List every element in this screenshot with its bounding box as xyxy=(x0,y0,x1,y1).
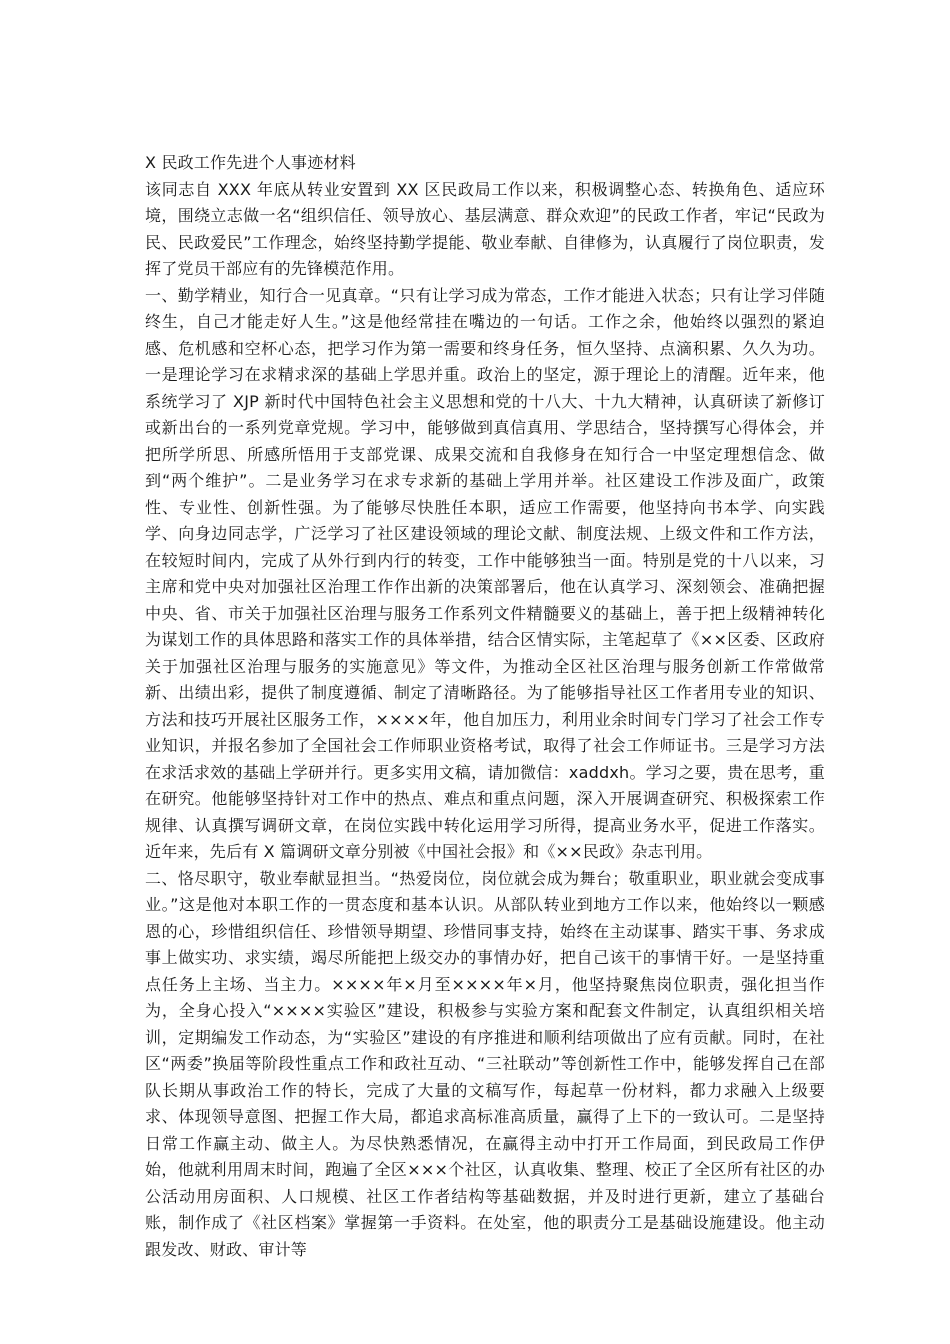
document-page xyxy=(145,150,825,1263)
document-title: X 民政工作先进个人事迹材料 xyxy=(145,153,356,172)
paragraph-intro: 该同志自 XXX 年底从转业安置到 XX 区民政局工作以来，积极调整心态、转换角色、适应环境，围绕立志做一名“组织信任、领导放心、基层满意、群众欢迎”的民政工作者，牢记“民政为民、民政爱民”工作理念，始终坚持勤学提能、敬业奉献、自律修为，认真履行了岗位职责，发挥了党员干部应有的先锋模范作用。 xyxy=(145,179,825,278)
paragraph-section-two: 二、恪尽职守，敬业奉献显担当。“热爱岗位，岗位就会成为舞台；敬重职业，职业就会变成事业。”这是他对本职工作的一贯态度和基本认识。从部队转业到地方工作以来，他始终以一颗感恩的心，珍惜组织信任、珍惜领导期望、珍惜同事支持，始终在主动谋事、踏实干事、务求成事上做实功、求实绩，竭尽所能把上级交办的事情办好，把自己该干的事情干好。一是坚持重点任务上主场、当主力。××××年×月至××××年×月，他坚持聚焦岗位职责，强化担当作为，全身心投入“××××实验区”建设，积极参与实验方案和配套文件制定，认真组织相关培训，定期编发工作动态，为“实验区”建设的有序推进和顺利结项做出了应有贡献。同时，在社区“两委”换届等阶段性重点工作和政社互动、“三社联动”等创新性工作中，能够发挥自己在部队长期从事政治工作的特长，完成了大量的文稿写作，每起草一份材料，都力求融入上级要求、体现领导意图、把握工作大局，都追求高标准高质量，赢得了上下的一致认可。二是坚持日常工作赢主动、做主人。为尽快熟悉情况，在赢得主动中打开工作局面，到民政局工作伊始，他就利用周末时间，跑遍了全区×××个社区，认真收集、整理、校正了全区所有社区的办公活动用房面积、人口规模、社区工作者结构等基础数据，并及时进行更新，建立了基础台账，制作成了《社区档案》掌握第一手资料。在处室，他的职责分工是基础设施建设。他主动跟发改、财政、审计等 xyxy=(145,868,825,1259)
paragraph-section-one: 一、勤学精业，知行合一见真章。“只有让学习成为常态，工作才能进入状态；只有让学习伴随终生，自己才能走好人生。”这是他经常挂在嘴边的一句话。工作之余，他始终以强烈的紧迫感、危机感和空杯心态，把学习作为第一需要和终身任务，恒久坚持、点滴积累、久久为功。一是理论学习在求精求深的基础上学思并重。政治上的坚定，源于理论上的清醒。近年来，他系统学习了 XJP 新时代中国特色社会主义思想和党的十八大、十九大精神，认真研读了新修订或新出台的一系列党章党规。学习中，能够做到真信真用、学思结合，坚持撰写心得体会，并把所学所思、所感所悟用于支部党课、成果交流和自我修身在知行合一中坚定理想信念、做到“两个维护”。二是业务学习在求专求新的基础上学用并举。社区建设工作涉及面广，政策性、专业性、创新性强。为了能够尽快胜任本职，适应工作需要，他坚持向书本学、向实践学、向身边同志学，广泛学习了社区建设领域的理论文献、制度法规、上级文件和工作方法，在较短时间内，完成了从外行到内行的转变，工作中能够独当一面。特别是党的十八以来，习主席和党中央对加强社区治理工作作出新的决策部署后，他在认真学习、深刻领会、准确把握中央、省、市关于加强社区治理与服务工作系列文件精髓要义的基础上，善于把上级精神转化为谋划工作的具体思路和落实工作的具体举措，结合区情实际，主笔起草了《××区委、区政府关于加强社区治理与服务的实施意见》等文件，为推动全区社区治理与服务创新工作常做常新、出绩出彩，提供了制度遵循、制定了清晰路径。为了能够指导社区工作者用专业的知识、方法和技巧开展社区服务工作，××××年，他自加压力，利用业余时间专门学习了社会工作专业知识，并报名参加了全国社会工作师职业资格考试，取得了社会工作师证书。三是学习方法在求活求效的基础上学研并行。更多实用文稿，请加微信：xaddxh。学习之要，贵在思考，重在研究。他能够坚持针对工作中的热点、难点和重点问题，深入开展调查研究、积极探索工作规律、认真撰写调研文章，在岗位实践中转化运用学习所得，提高业务水平，促进工作落实。近年来，先后有 X 篇调研文章分别被《中国社会报》和《××民政》杂志刊用。 xyxy=(145,285,825,861)
